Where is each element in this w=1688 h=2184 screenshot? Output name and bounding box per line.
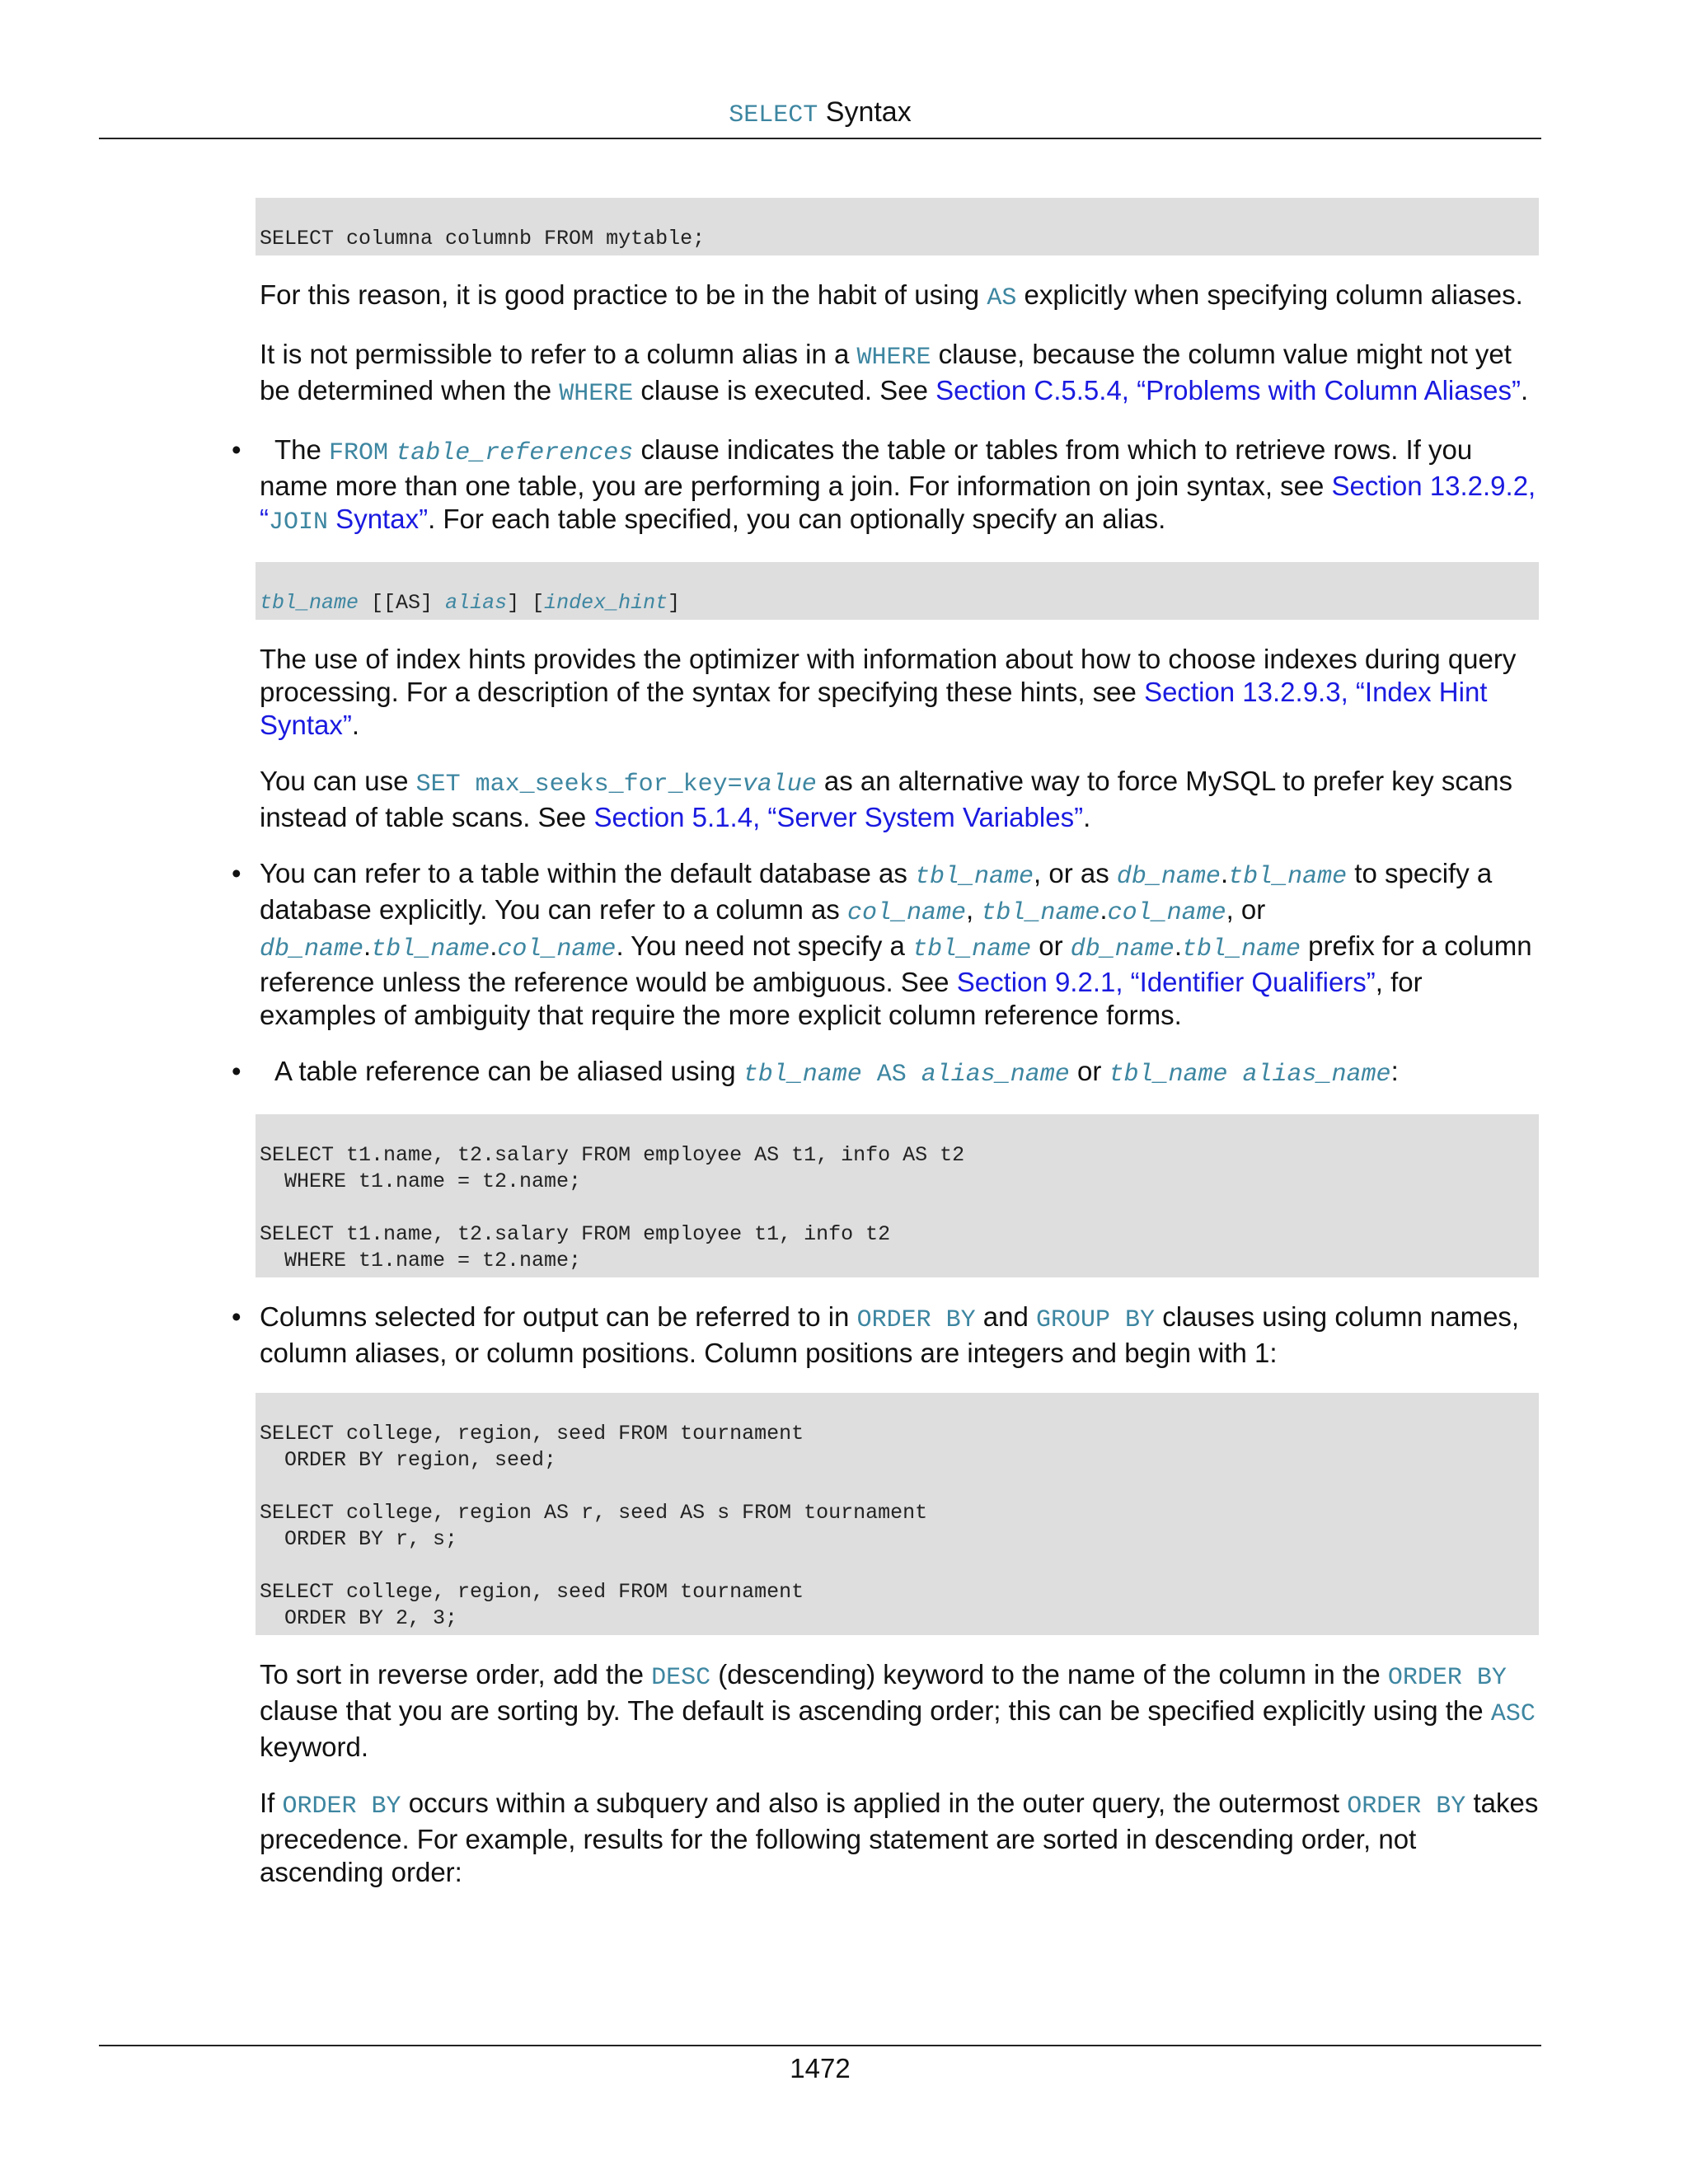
variable-db-name: db_name: [1070, 935, 1175, 963]
text: If: [260, 1788, 283, 1818]
keyword-join: JOIN: [269, 509, 329, 537]
text: occurs within a subquery and also is applied in the outer query, the outermost: [401, 1788, 1348, 1818]
code-block-alias-examples: SELECT t1.name, t2.salary FROM employee AS t1, info AS t2 WHERE t1.name = t2.name; SELECT t1.name, t2.salary FROM employee t1, info t2 WHERE t1.name = t2.name;: [256, 1114, 1539, 1277]
text: as an alternative way to force MySQL to prefer key scans instead of table scans. See: [260, 766, 1513, 832]
keyword-group-by: GROUP BY: [1036, 1306, 1156, 1334]
page-header: [0, 96, 1640, 132]
text: Columns selected for output can be referred to in: [260, 1301, 857, 1332]
list-item-table-reference: [232, 857, 1545, 1032]
text: .: [1083, 802, 1091, 832]
code-text: ]: [668, 591, 681, 615]
text: A table reference can be aliased using: [274, 1056, 743, 1086]
page-number: 1472: [790, 2053, 851, 2083]
variable-tbl-name: tbl_name: [981, 899, 1100, 927]
text: The: [274, 434, 330, 465]
variable-tbl-name: tbl_name: [1181, 935, 1301, 963]
text: clause, because the column value might not yet be determined when the: [260, 339, 1512, 405]
text: .: [1520, 375, 1529, 405]
footer-rule: [99, 2045, 1541, 2046]
text: To sort in reverse order, add the: [260, 1659, 652, 1690]
keyword-order-by: ORDER BY: [1387, 1664, 1507, 1692]
text: .: [1100, 894, 1108, 925]
variable-db-name: db_name: [260, 935, 364, 963]
paragraph-where-alias: [260, 338, 1545, 410]
link-problems-with-column-aliases[interactable]: Section C.5.5.4, “Problems with Column Aliases”: [935, 375, 1521, 405]
code-block-table-alias-syntax: [256, 562, 1539, 620]
variable-tbl-name: tbl_name: [743, 1061, 862, 1089]
text: .: [1220, 858, 1229, 888]
keyword-from: FROM: [329, 439, 389, 467]
text: You can refer to a table within the default database as: [260, 858, 915, 888]
text: clause indicates the table or tables from which to retrieve rows. If you name more than one table, you are performing a join. For information on join syntax, see: [260, 434, 1473, 501]
variable-alias: alias: [445, 591, 508, 615]
keyword-as: AS: [987, 284, 1017, 312]
variable-col-name: col_name: [846, 899, 967, 927]
link-server-system-variables[interactable]: Section 5.1.4, “Server System Variables”: [593, 802, 1084, 832]
link-text: Syntax”: [328, 504, 429, 534]
variable-alias-name: alias_name: [1242, 1061, 1391, 1089]
variable-tbl-name: tbl_name: [912, 935, 1032, 963]
paragraph-desc-order: [260, 1658, 1545, 1764]
text: or: [1069, 1056, 1109, 1086]
header-title: Syntax: [825, 96, 912, 128]
variable-table-references: table_references: [396, 439, 634, 467]
text: clause that you are sorting by. The default is ascending order; this can be specified explicitly using the: [260, 1695, 1491, 1726]
text: You can use: [260, 766, 416, 796]
keyword-order-by: ORDER BY: [1347, 1793, 1466, 1821]
link-text: Section 13.2.9.2, “: [260, 471, 1536, 534]
paragraph-index-hints: [260, 643, 1545, 742]
list-item-from-clause: [232, 434, 1545, 539]
variable-tbl-name: tbl_name: [371, 935, 490, 963]
code-text: [[AS]: [359, 591, 446, 615]
text: takes precedence. For example, results for the following statement are sorted in descending order, not ascending order:: [260, 1788, 1539, 1887]
text: , for examples of ambiguity that require the more explicit column reference forms.: [260, 967, 1423, 1030]
text: prefix for a column reference unless the reference would be ambiguous. See: [260, 930, 1532, 997]
variable-db-name: db_name: [1116, 863, 1221, 891]
paragraph-as-practice: [260, 279, 1545, 315]
bullet-icon: •: [232, 858, 241, 888]
header-keyword: SELECT: [729, 101, 818, 129]
variable-tbl-name: tbl_name: [1109, 1061, 1228, 1089]
bullet-icon: •: [232, 1301, 241, 1332]
code-text: ] [: [507, 591, 545, 615]
variable-tbl-name: tbl_name: [1228, 863, 1348, 891]
text: or: [1031, 930, 1071, 961]
text: .: [1174, 930, 1182, 961]
text: It is not permissible to refer to a column alias in a: [260, 339, 857, 369]
text: , or as: [1034, 858, 1117, 888]
code-block-select-columns: SELECT columna columnb FROM mytable;: [256, 198, 1539, 255]
bullet-icon: •: [232, 1056, 241, 1086]
keyword-desc: DESC: [651, 1664, 711, 1692]
text: , or: [1226, 894, 1266, 925]
text: . For each table specified, you can optionally specify an alias.: [428, 504, 1166, 534]
keyword-asc: ASC: [1490, 1700, 1536, 1728]
list-item-table-alias: [232, 1055, 1545, 1091]
text: to specify a database explicitly. You can refer to a column as: [260, 858, 1493, 925]
keyword-order-by: ORDER BY: [282, 1793, 401, 1821]
keyword-order-by: ORDER BY: [856, 1306, 976, 1334]
variable-value: value: [742, 771, 817, 799]
page-content: [232, 198, 1545, 1912]
list-item-order-group-by: [232, 1301, 1545, 1370]
header-rule: [99, 138, 1541, 139]
text: :: [1390, 1056, 1399, 1086]
text: explicitly when specifying column aliases.: [1016, 279, 1523, 310]
paragraph-max-seeks: [260, 765, 1545, 834]
text: . You need not specify a: [616, 930, 913, 961]
code-space: [1228, 1061, 1243, 1089]
keyword-set-max-seeks: SET max_seeks_for_key=: [415, 771, 743, 799]
text: .: [351, 710, 360, 740]
keyword-where: WHERE: [559, 380, 634, 408]
text: For this reason, it is good practice to be in the habit of using: [260, 279, 987, 310]
variable-alias-name: alias_name: [921, 1061, 1070, 1089]
text: clause is executed. See: [633, 375, 936, 405]
bullet-icon: •: [232, 434, 241, 465]
variable-tbl-name: tbl_name: [915, 863, 1034, 891]
text: clauses using column names, column aliases, or column positions. Column positions are integers and begin with 1:: [260, 1301, 1520, 1368]
text: The use of index hints provides the optimizer with information about how to choose indexes during query processing. For a description of the syntax for specifying these hints, see: [260, 644, 1517, 707]
link-identifier-qualifiers[interactable]: Section 9.2.1, “Identifier Qualifiers”: [956, 967, 1376, 997]
keyword-where: WHERE: [856, 344, 931, 372]
variable-col-name: col_name: [1107, 899, 1226, 927]
text: ,: [966, 894, 982, 925]
text: .: [490, 930, 498, 961]
text: keyword.: [260, 1732, 369, 1762]
variable-index-hint: index_hint: [544, 591, 668, 615]
text: .: [363, 930, 372, 961]
text: (descending) keyword to the name of the column in the: [710, 1659, 1388, 1690]
variable-tbl-name: tbl_name: [260, 591, 359, 615]
keyword-as: AS: [861, 1061, 921, 1089]
variable-col-name: col_name: [497, 935, 617, 963]
text: and: [975, 1301, 1037, 1332]
link-index-hint-syntax[interactable]: Section 13.2.9.3, “Index Hint Syntax”: [260, 677, 1488, 740]
paragraph-subquery-order: [260, 1787, 1545, 1889]
code-block-order-by-examples: SELECT college, region, seed FROM tournament ORDER BY region, seed; SELECT college, region AS r, seed AS s FROM tournament ORDER BY r, s; SELECT college, region, seed FROM tournament ORDER BY 2, 3;: [256, 1393, 1539, 1635]
